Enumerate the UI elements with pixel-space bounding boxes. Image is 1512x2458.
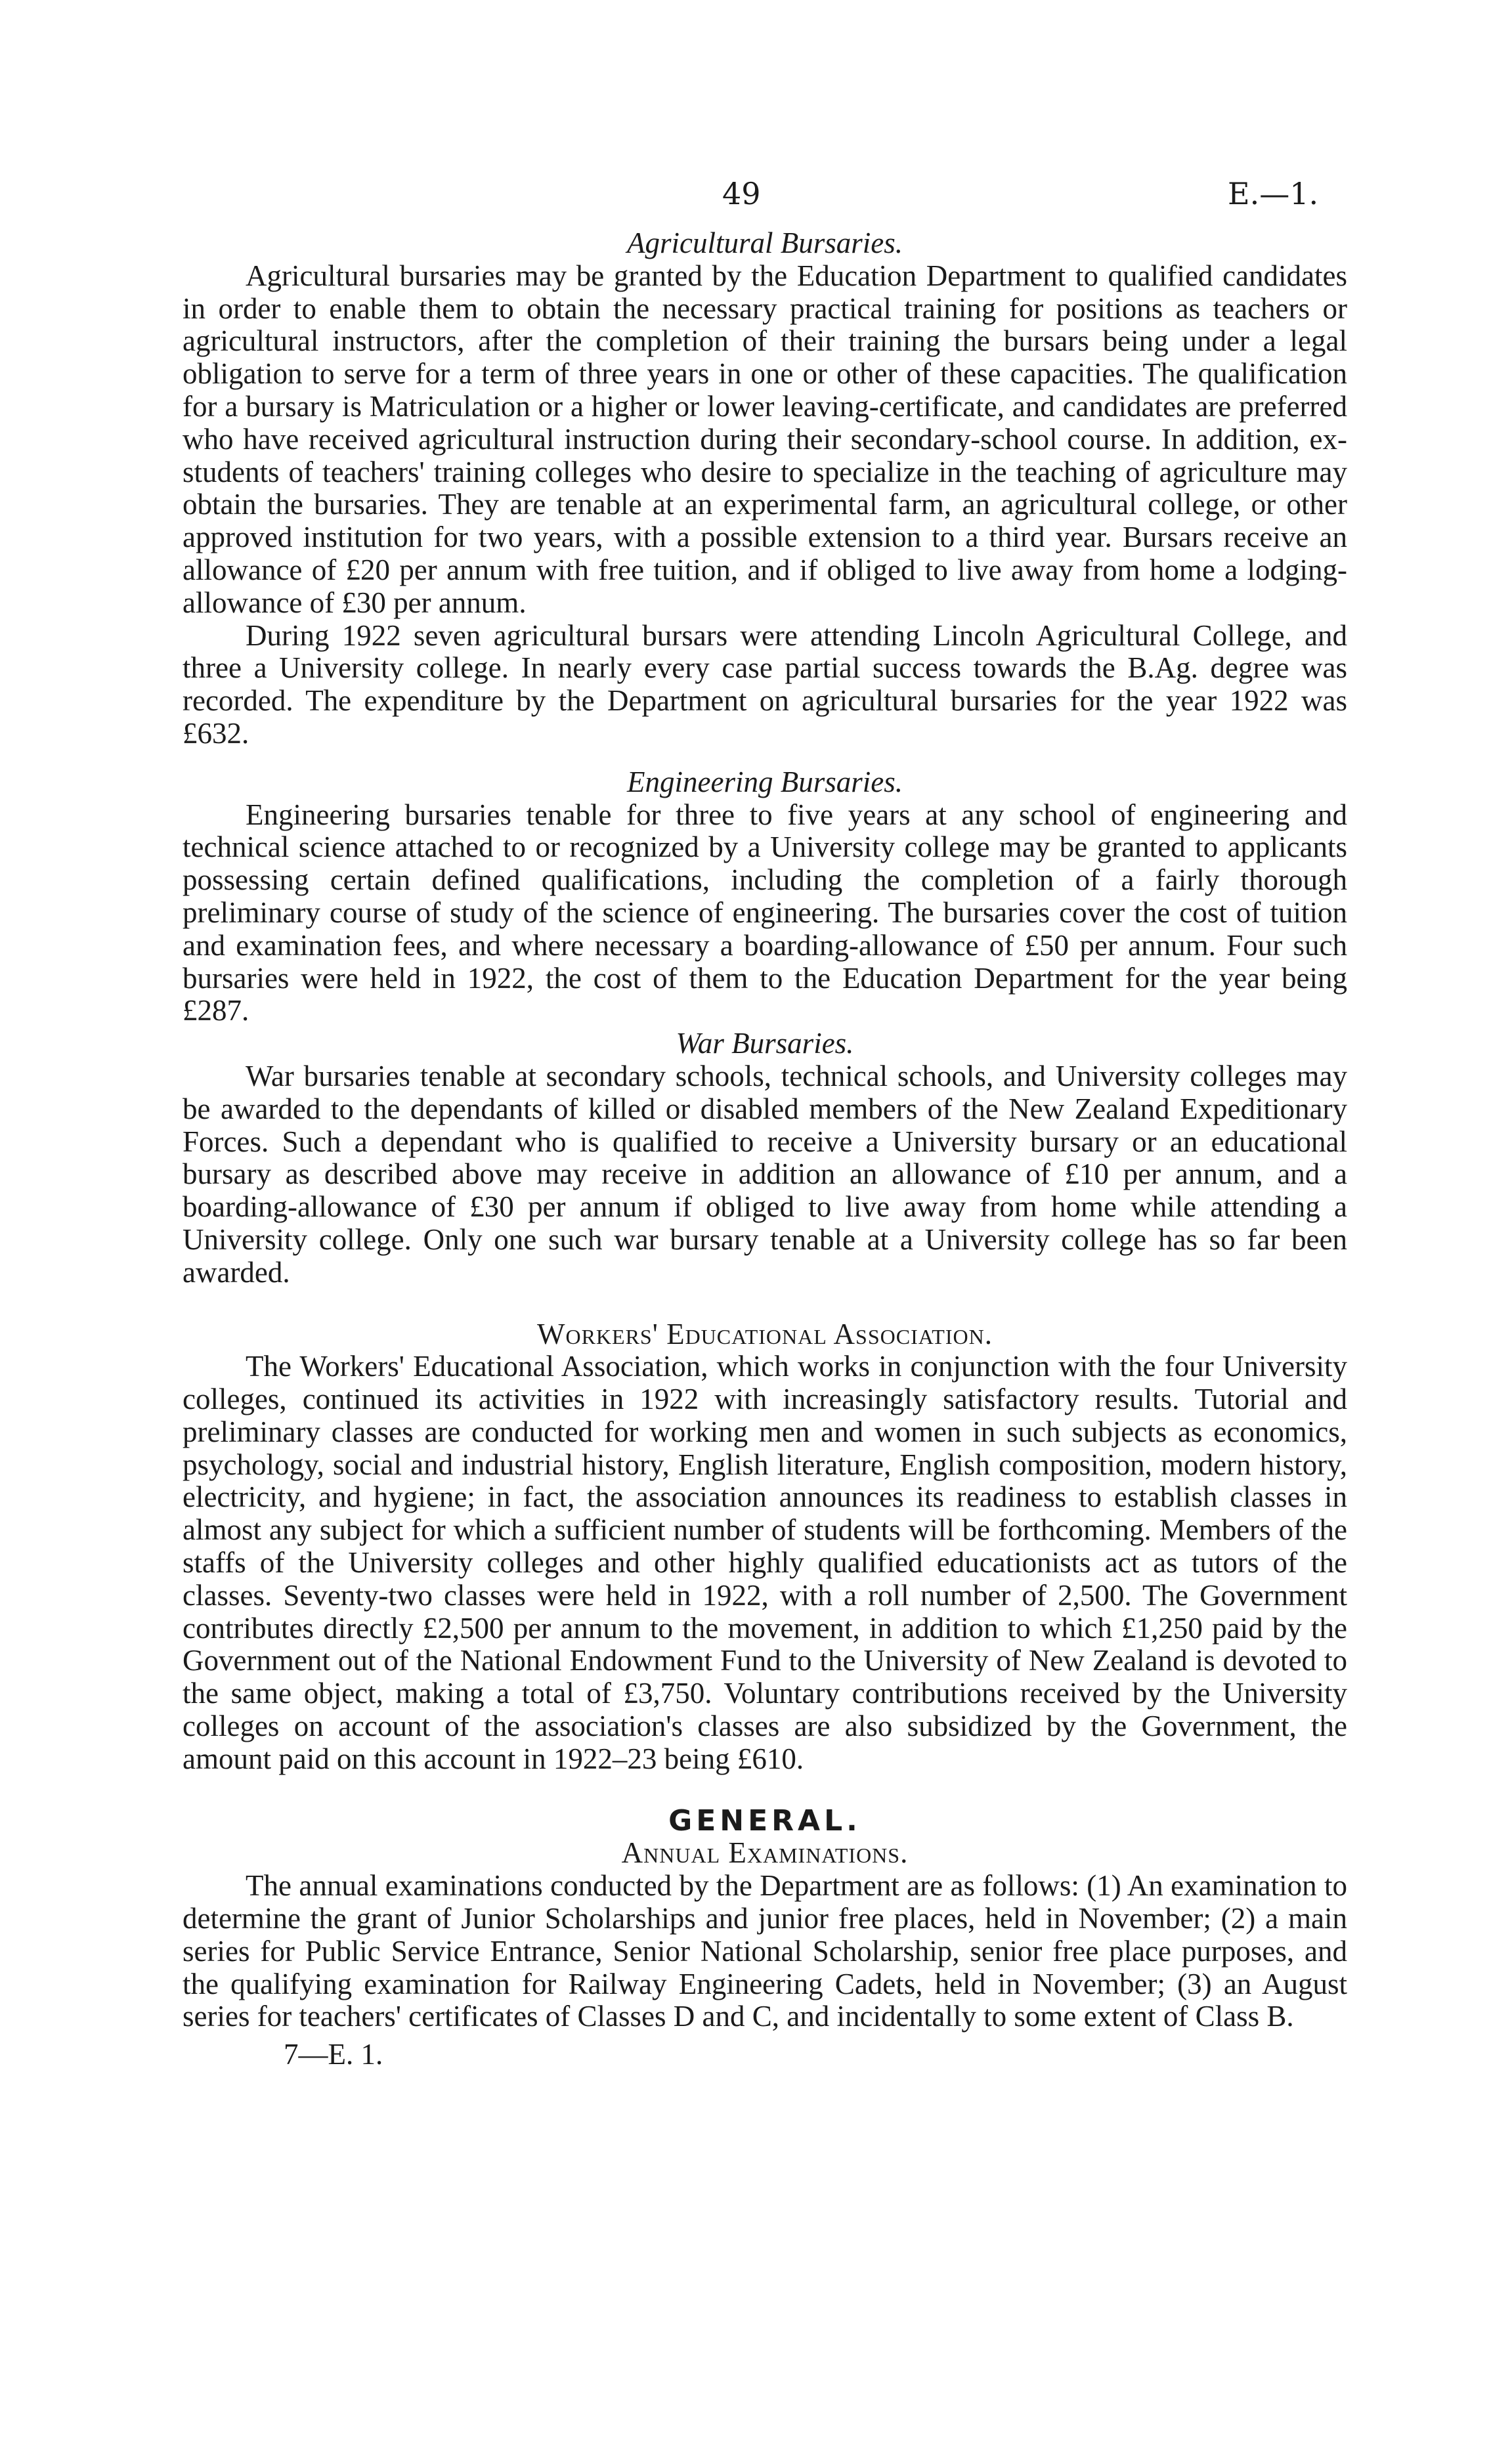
annual-examinations-heading: Annual Examinations. (621, 1836, 909, 1870)
agricultural-bursaries-heading: Agricultural Bursaries. (626, 226, 903, 259)
wea-heading: Workers' Educational Association. (537, 1317, 993, 1350)
annual-examinations-paragraph: The annual examinations conducted by the Department are as follows: (1) An examination to determine the grant of Junior Scholarships and junior free places, held in November; (2) a main series for Public Service Entrance, Senior National Scholarship, senior free place purposes, and the qualifying examination for Railway Engineering Cadets, held in November; (3) an August series for teachers' certificates of Classes D and C, and incidentally to some extent of Class B. (183, 1869, 1347, 2033)
engineering-bursaries-heading: Engineering Bursaries. (627, 765, 903, 798)
page-number: 49 (722, 176, 761, 211)
general-heading: GENERAL. (668, 1803, 861, 1838)
document-reference: E.—1. (1228, 176, 1319, 211)
footer-signature: 7—E. 1. (284, 2038, 383, 2071)
engineering-paragraph: Engineering bursaries tenable for three to five years at any school of engineering and technical science attached to or recognized by a University college may be granted to applicants possessing certain defined qualifications, including the completion of a fairly thorough preliminary course of study of the science of engineering. The bursaries cover the cost of tuition and examination fees, and where necessary a boarding-allowance of £50 per annum. Four such bursaries were held in 1922, the cost of them to the Education Department for the year being £287. (183, 798, 1347, 1027)
wea-paragraph: The Workers' Educational Association, which works in conjunction with the four University colleges, continued its activities in 1922 with increasingly satisfactory results. Tutorial and preliminary classes are conducted for working men and women in such subjects as economics, psychology, social and industrial history, English literature, English composition, modern history, electricity, and hygiene; in fact, the association announces its readiness to establish classes in almost any subject for which a sufficient number of students will be forthcoming. Members of the staffs of the University colleges and other highly qualified educationists act as tutors of the classes. Seventy-two classes were held in 1922, with a roll number of 2,500. The Government contributes directly £2,500 per annum to the movement, in addition to which £1,250 paid by the Government out of the National Endowment Fund to the University of New Zealand is devoted to the same object, making a total of £3,750. Voluntary contributions received by the University colleges on account of the association's classes are also subsidized by the Government, the amount paid on this account in 1922–23 being £610. (183, 1350, 1347, 1775)
page-body (183, 227, 1347, 2071)
agricultural-paragraph-2: During 1922 seven agricultural bursars were attending Lincoln Agricultural College, and three a University college. In nearly every case partial success towards the B.Ag. degree was recorded. The expenditure by the Department on agricultural bursaries for the year 1922 was £632. (183, 618, 1347, 750)
agricultural-paragraph-1: Agricultural bursaries may be granted by the Education Department to qualified candidates in order to enable them to obtain the necessary practical training for positions as teachers or agricultural instructors, after the completion of their training the bursars being under a legal obligation to serve for a term of three years in one or other of these capacities. The qualification for a bursary is Matriculation or a higher or lower leaving-certificate, and candidates are preferred who have received agricultural instruction during their secondary-school course. In addition, ex-students of teachers' training colleges who desire to specialize in the teaching of agriculture may obtain the bursaries. They are tenable at an experimental farm, an agricultural college, or other approved institution for two years, with a possible extension to a third year. Bursars receive an allowance of £20 per annum with free tuition, and if obliged to live away from home a lodging-allowance of £30 per annum. (183, 259, 1347, 619)
war-bursaries-heading: War Bursaries. (676, 1027, 854, 1060)
page-header (0, 176, 1512, 222)
war-paragraph: War bursaries tenable at secondary schools, technical schools, and University colleges may be awarded to the dependants of killed or disabled members of the New Zealand Expeditionary Forces. Such a dependant who is qualified to receive a University bursary or an educational bursary as described above may receive in addition an allowance of £10 per annum, and a boarding-allowance of £30 per annum if obliged to live away from home while attending a University college. Only one such war bursary tenable at a University college has so far been awarded. (183, 1059, 1347, 1289)
